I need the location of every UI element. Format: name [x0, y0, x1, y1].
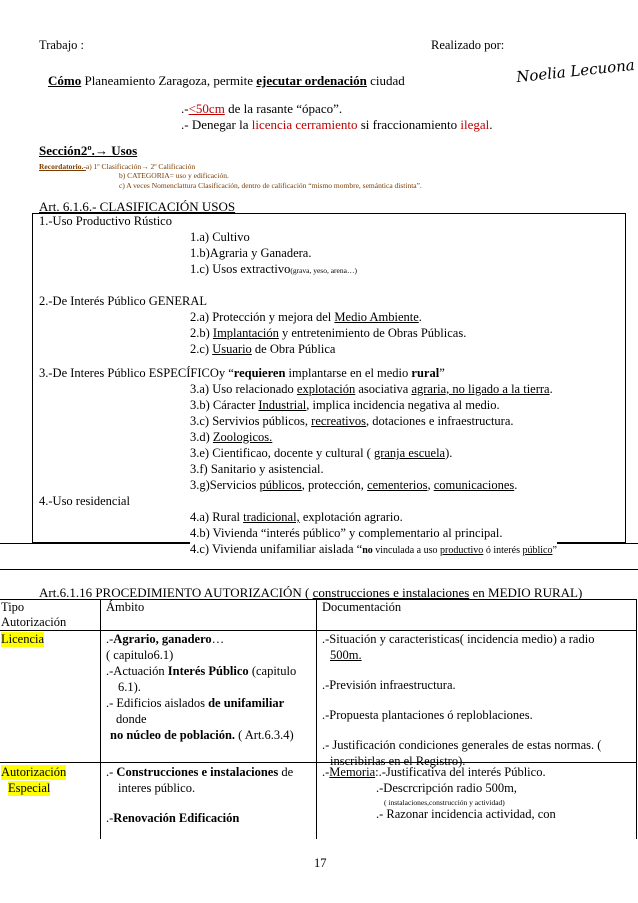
t: ó interés — [483, 545, 523, 556]
t: 4.a) Rural — [190, 510, 244, 524]
tipo-especial: Especial — [8, 781, 51, 795]
t: asociativa — [355, 382, 412, 396]
header-ambito: Ámbito — [106, 600, 145, 614]
item-1c-note: (grava, yeso, arena…) — [290, 266, 357, 275]
item-1c — [190, 262, 357, 277]
item-3c — [190, 414, 514, 429]
t: .- — [106, 765, 117, 779]
intro-line-2 — [181, 101, 342, 117]
t: Implantación — [212, 326, 279, 340]
signature-image: Noelia Lecuona — [515, 55, 636, 87]
intro-line-3 — [181, 117, 493, 133]
intro-text: Planeamiento Zaragoza, permite — [81, 73, 257, 88]
t: agraria, no ligado a la tierra — [411, 382, 550, 396]
t: (capitulo — [248, 664, 297, 678]
item-3b — [190, 398, 500, 413]
t: . — [549, 382, 553, 396]
t: público — [522, 545, 553, 556]
denegar-text: .- Denegar la — [181, 117, 252, 132]
t: ). — [445, 446, 453, 460]
t: 3.a) Uso relacionado — [190, 382, 297, 396]
table-col-divider — [100, 599, 101, 839]
licencia-text: licencia cerramiento — [251, 117, 358, 132]
t: .- — [106, 811, 114, 825]
t: Construcciones e instalaciones — [116, 765, 279, 779]
header-tipo: Tipo — [1, 600, 25, 614]
realizado-label: Realizado por: — [431, 38, 505, 52]
item-2b — [190, 326, 466, 341]
table-row-divider — [0, 630, 637, 631]
group-4: 4.-Uso residencial — [39, 494, 130, 508]
ambito-renovacion — [106, 811, 239, 826]
ambito-nucleo — [110, 728, 294, 743]
t: de Obra Pública — [251, 342, 336, 356]
t: 3.b) Cáracter — [190, 398, 259, 412]
ambito-actuacion — [106, 664, 296, 679]
recordatorio-b: b) CATEGORIA= uso y edificación. — [119, 171, 229, 180]
t: públicos — [259, 478, 302, 492]
ambito-capitulo-2: 6.1). — [118, 680, 141, 694]
item-4c — [190, 542, 557, 557]
t: , implica incidencia negativa al medio. — [306, 398, 500, 412]
doc-plantaciones: .-Propuesta plantaciones ó reploblaciones. — [322, 708, 533, 722]
recordatorio-c: c) A veces Nomenclattura Clasificación, dentro de calificación “mismo mombre, semántica distinta”. — [119, 181, 422, 190]
t: y entretenimiento de Obras Públicas. — [278, 326, 467, 340]
arrow-icon: → — [141, 162, 149, 171]
doc-infraestructura: .-Previsión infraestructura. — [322, 678, 456, 692]
arrow-icon: → — [94, 143, 108, 158]
t: 3.e) Cientificao, docente y cultural ( — [190, 446, 374, 460]
item-1a: 1.a) Cultivo — [190, 230, 250, 244]
t: .-Actuación — [106, 664, 168, 678]
t: Interés Público — [167, 664, 249, 678]
t: 2.c) — [190, 342, 213, 356]
t: explotación agrario. — [299, 510, 403, 524]
t: tradicional, — [243, 510, 300, 524]
t: de — [278, 765, 294, 779]
t: 3.d) — [190, 430, 213, 444]
t: rural — [411, 366, 440, 380]
ambito-donde: donde — [116, 712, 147, 726]
t: Memoria — [329, 765, 376, 779]
t: implantarse en el medio — [285, 366, 412, 380]
doc-instalaciones-note: ( instalaciones,construcción y actividad) — [384, 798, 505, 807]
t: requieren — [233, 366, 286, 380]
trabajo-label: Trabajo : — [39, 38, 85, 52]
como-text: Cómo — [48, 73, 82, 88]
group-3 — [39, 366, 445, 381]
table-row-divider — [0, 762, 637, 763]
header-autorizacion: Autorización — [1, 615, 67, 629]
t: 3.-De Interes Público ESPECÍFICOy “ — [39, 366, 234, 380]
ambito-edificios — [106, 696, 284, 711]
t: granja escuela — [373, 446, 446, 460]
t: Renovación Edificación — [113, 811, 240, 825]
t: no — [362, 545, 373, 556]
ilegal-text: ilegal — [460, 117, 490, 132]
doc-situacion: .-Situación y caracteristicas( incidencia medio) a radio — [322, 632, 595, 646]
art-616-title: Art. 6.1.6.- CLASIFICACIÓN USOS — [39, 199, 236, 214]
ambito-capitulo: ( capitulo6.1) — [106, 648, 174, 662]
t: 4.c) Vivienda unifamiliar aislada “ — [190, 542, 363, 556]
t: Zoologicos. — [212, 430, 273, 444]
doc-justificacion: .- Justificación condiciones generales de estas normas. ( — [322, 738, 602, 752]
page-number: 17 — [314, 856, 327, 870]
t: explotación — [296, 382, 356, 396]
recordatorio-a2: 2º Calificación — [148, 162, 196, 171]
t: , — [427, 478, 434, 492]
fraccionamiento-text: si fraccionamiento — [357, 117, 461, 132]
doc-descripcion: .-Descrcripción radio 500m, — [376, 781, 517, 795]
t: . — [514, 478, 518, 492]
tipo-licencia: Licencia — [1, 632, 45, 646]
doc-radio: 500m. — [330, 648, 362, 662]
item-4b: 4.b) Vivienda “interés público” y complementario al principal. — [190, 526, 503, 540]
t: . — [418, 310, 422, 324]
table-col-divider — [316, 599, 317, 839]
t: … — [211, 632, 225, 646]
t: , protección, — [301, 478, 368, 492]
table-col-divider — [636, 599, 637, 839]
item-3e — [190, 446, 452, 461]
t: .- Edificios aislados — [106, 696, 209, 710]
intro-text-end: ciudad — [366, 73, 405, 88]
group-1: 1.-Uso Productivo Rústico — [39, 214, 172, 228]
recordatorio-line-1 — [39, 162, 195, 171]
ambito-interes: interes público. — [118, 781, 196, 795]
ambito-agrario — [106, 632, 224, 647]
item-3d — [190, 430, 272, 445]
t: 2.a) Protección y mejora del — [190, 310, 335, 324]
usos-label: Usos — [107, 143, 138, 158]
t: recreativos — [311, 414, 366, 428]
t: ( Art.6.3.4) — [235, 728, 294, 742]
t: 3.c) Servivios públicos, — [190, 414, 312, 428]
item-4a — [190, 510, 403, 525]
tipo-autorizacion: Autorización — [1, 765, 67, 779]
doc-registro: inscribirlas en el Registro). — [330, 754, 466, 768]
t: , dotaciones e infraestructura. — [366, 414, 514, 428]
t: .- — [106, 632, 114, 646]
group-2: 2.-De Interés Público GENERAL — [39, 294, 208, 308]
t: vinculada a uso — [372, 545, 440, 556]
item-1c-text: 1.c) Usos extractivo — [190, 262, 291, 276]
seccion-label: Sección2º. — [39, 143, 95, 158]
ejecutar-text: ejecutar ordenación — [256, 73, 367, 88]
t: Agrario, ganadero — [113, 632, 212, 646]
t: Industrial — [258, 398, 307, 412]
t: .- — [322, 765, 330, 779]
item-2c — [190, 342, 335, 357]
t: :.-Justificativa del interés Público. — [375, 765, 546, 779]
intro-line-1 — [48, 73, 405, 89]
t: ” — [552, 545, 557, 556]
t: comunicaciones — [433, 478, 515, 492]
item-3a — [190, 382, 553, 397]
period: . — [489, 117, 493, 132]
t: 3.g)Servicios — [190, 478, 260, 492]
bullet: .- — [181, 101, 189, 116]
item-1b: 1.b)Agraria y Ganadera. — [190, 246, 312, 260]
doc-memoria — [322, 765, 546, 780]
rasante-text: de la rasante “ópaco”. — [224, 101, 343, 116]
t: Usuario — [212, 342, 252, 356]
t: Art.6.1.16 PROCEDIMIENTO AUTORIZACIÓN ( — [39, 585, 313, 600]
t: construcciones e instalaciones — [312, 585, 470, 600]
t: de unifamiliar — [208, 696, 285, 710]
t: 2.b) — [190, 326, 213, 340]
t: en MEDIO RURAL) — [469, 585, 583, 600]
recordatorio-a: a) 1º Clasificación — [85, 162, 142, 171]
height-limit-text: <50cm — [188, 101, 225, 116]
recordatorio-label: Recordatorio.- — [39, 162, 86, 171]
t: Medio Ambiente — [334, 310, 419, 324]
t: productivo — [439, 545, 484, 556]
t: no núcleo de población. — [110, 728, 236, 742]
t: cementerios — [367, 478, 428, 492]
doc-razonar: .- Razonar incidencia actividad, con — [376, 807, 556, 821]
ambito-construcciones — [106, 765, 293, 780]
item-2a — [190, 310, 422, 325]
item-3g — [190, 478, 517, 493]
seccion-title — [39, 143, 137, 159]
header-documentacion: Documentación — [322, 600, 402, 614]
item-3f: 3.f) Sanitario y asistencial. — [190, 462, 324, 476]
t: ” — [439, 366, 445, 380]
